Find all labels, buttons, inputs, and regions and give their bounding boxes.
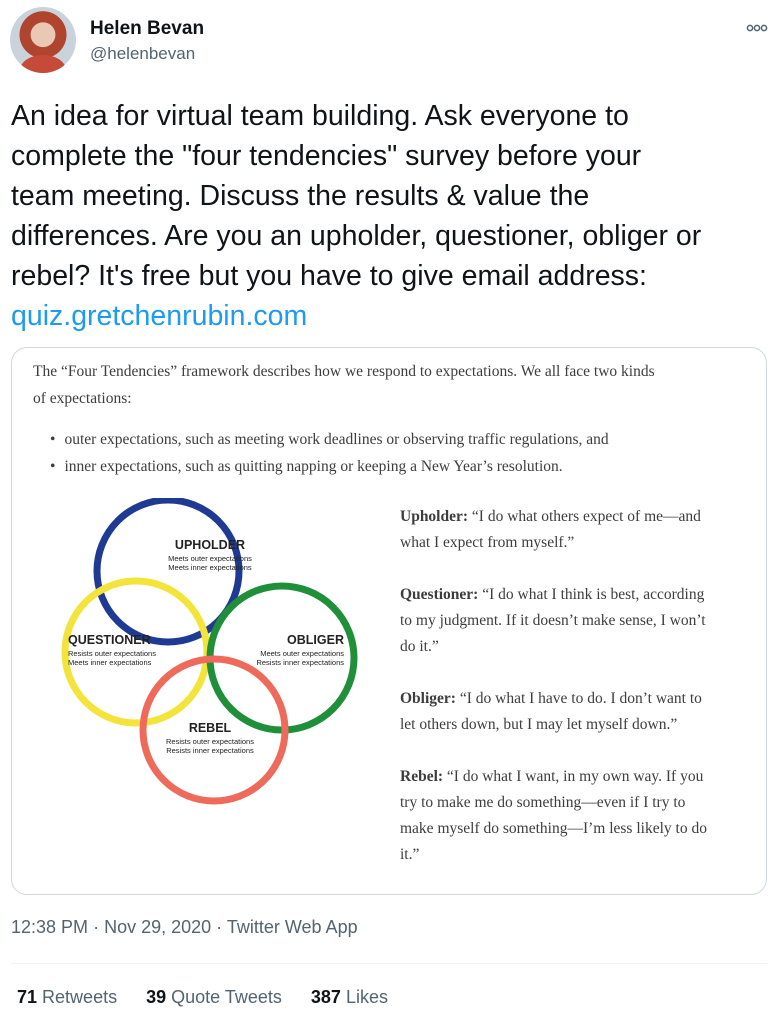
list-item: • inner expectations, such as quitting napping or keeping a New Year’s resolution. xyxy=(50,453,609,480)
media-intro xyxy=(33,358,753,412)
quote-upholder xyxy=(400,504,760,556)
meta-separator: · xyxy=(216,917,223,937)
tweet-line: An idea for virtual team building. Ask everyone to xyxy=(11,100,629,132)
divider xyxy=(11,963,767,964)
tendency-name: Questioner: xyxy=(400,586,479,603)
tweet-metadata xyxy=(11,917,358,938)
rebel-line: Resists outer expectations xyxy=(166,737,254,746)
questioner-line: Resists outer expectations xyxy=(68,649,156,658)
tweet-text xyxy=(11,96,771,336)
quote-text: “I do what I have to do. I don’t want to xyxy=(459,690,702,707)
tweet-header xyxy=(10,7,770,73)
author-handle[interactable]: @helenbevan xyxy=(90,44,196,63)
obliger-line: Meets outer expectations xyxy=(260,649,344,658)
tweet-line: rebel? It's free but you have to give email address: xyxy=(11,260,647,292)
obliger-title: OBLIGER xyxy=(287,633,344,647)
tweet-line: team meeting. Discuss the results & value the xyxy=(11,180,590,212)
likes-label: Likes xyxy=(345,987,388,1007)
obliger-line: Resists inner expectations xyxy=(256,658,344,667)
quote-obliger xyxy=(400,686,760,738)
tweet-date[interactable]: Nov 29, 2020 xyxy=(104,917,212,937)
quote-text: “I do what I think is best, according xyxy=(482,586,705,603)
tendency-quotes xyxy=(400,504,760,894)
quote-text: it.” xyxy=(400,846,420,863)
quote-text: try to make me do something—even if I try to xyxy=(400,794,686,811)
rebel-line: Resists inner expectations xyxy=(166,746,254,755)
quote-rebel xyxy=(400,764,760,868)
quote-questioner xyxy=(400,582,760,660)
intro-line: The “Four Tendencies” framework describes how we respond to expectations. We all face two kinds xyxy=(33,363,655,380)
expectation-list xyxy=(50,426,609,480)
list-item: • outer expectations, such as meeting work deadlines or observing traffic regulations, and xyxy=(50,426,609,453)
tweet-line: differences. Are you an upholder, questioner, obliger or xyxy=(11,220,702,252)
upholder-line: Meets outer expectations xyxy=(168,554,252,563)
quote-tweets-stat[interactable] xyxy=(146,987,282,1007)
quote-text: to my judgment. If it doesn’t make sense, I won’t xyxy=(400,612,706,629)
tweet-line: complete the "four tendencies" survey before your xyxy=(11,140,642,172)
quote-text: what I expect from myself.” xyxy=(400,534,575,551)
tweet-source[interactable]: Twitter Web App xyxy=(226,917,358,937)
four-tendencies-diagram xyxy=(52,498,372,808)
tweet-link[interactable]: quiz.gretchenrubin.com xyxy=(11,300,308,332)
tweet-stats xyxy=(17,987,412,1008)
avatar[interactable] xyxy=(10,7,76,73)
quote-tweets-label: Quote Tweets xyxy=(171,987,282,1007)
quote-tweets-count: 39 xyxy=(146,987,167,1007)
questioner-line: Meets inner expectations xyxy=(68,658,152,667)
quote-text: “I do what others expect of me—and xyxy=(471,508,701,525)
intro-line: of expectations: xyxy=(33,390,132,407)
tweet-time[interactable]: 12:38 PM xyxy=(11,917,89,937)
tendency-name: Obliger: xyxy=(400,690,456,707)
rebel-title: REBEL xyxy=(188,721,232,735)
quote-text: do it.” xyxy=(400,638,439,655)
likes-count: 387 xyxy=(310,987,341,1007)
tendency-name: Upholder: xyxy=(400,508,469,525)
likes-stat[interactable] xyxy=(311,987,388,1007)
upholder-line: Meets inner expectations xyxy=(168,563,252,572)
retweets-label: Retweets xyxy=(42,987,118,1007)
upholder-title: UPHOLDER xyxy=(174,538,246,552)
author-name[interactable]: Helen Bevan xyxy=(90,18,205,39)
retweets-stat[interactable] xyxy=(17,987,117,1007)
questioner-title: QUESTIONER xyxy=(68,633,151,647)
tendency-name: Rebel: xyxy=(400,768,444,785)
more-horizontal-icon[interactable] xyxy=(746,19,768,35)
quote-text: “I do what I want, in my own way. If you xyxy=(446,768,704,785)
quote-text: make myself do something—I’m less likely to do xyxy=(400,820,707,837)
meta-separator: · xyxy=(93,917,100,937)
quote-text: let others down, but I may let myself down.” xyxy=(400,716,678,733)
retweets-count: 71 xyxy=(17,987,38,1007)
tweet-media-image[interactable] xyxy=(11,347,767,895)
